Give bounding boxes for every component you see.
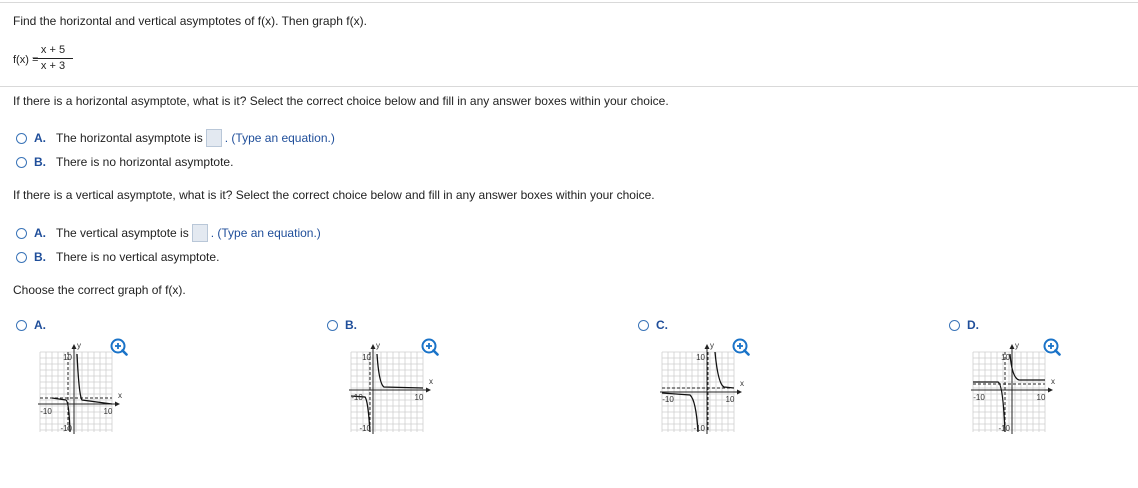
x-tick-label: -10	[40, 407, 52, 416]
choice-text: There is no vertical asymptote.	[56, 250, 220, 264]
y-tick-label: -10	[359, 424, 371, 433]
x-axis-arrow	[737, 390, 742, 395]
graph-choice-d[interactable]	[949, 318, 989, 332]
x-tick-label: -10	[973, 393, 985, 402]
function-curve	[377, 354, 423, 388]
v-asymptote-choice-a[interactable]	[16, 224, 321, 242]
x-axis-arrow	[426, 388, 431, 393]
choice-letter: A.	[34, 226, 46, 240]
y-tick-label: 10	[362, 353, 371, 362]
y-tick-label: 10	[696, 353, 705, 362]
y-axis-arrow	[72, 344, 77, 349]
y-axis-label: y	[376, 341, 380, 350]
graph-thumbnail-c[interactable]	[650, 338, 754, 441]
y-axis-label: y	[710, 341, 714, 350]
radio-button[interactable]	[16, 252, 27, 263]
choice-text: There is no horizontal asymptote.	[56, 155, 234, 169]
radio-button[interactable]	[16, 133, 27, 144]
x-tick-label: 10	[414, 393, 424, 402]
graph-svg	[28, 338, 132, 438]
y-tick-label: 10	[1001, 353, 1010, 362]
x-axis-label: x	[429, 377, 433, 386]
part3-prompt: Choose the correct graph of f(x).	[13, 283, 186, 297]
choice-letter: A.	[34, 318, 46, 332]
x-tick-label: 10	[103, 407, 113, 416]
x-axis-label: x	[740, 379, 744, 388]
top-divider	[0, 2, 1138, 3]
h-asymptote-answer-box[interactable]	[206, 129, 222, 147]
v-asymptote-choice-b[interactable]	[16, 250, 219, 264]
graph-svg	[339, 338, 443, 438]
choice-letter: A.	[34, 131, 46, 145]
y-axis-arrow	[1010, 344, 1015, 349]
choice-letter: C.	[656, 318, 668, 332]
function-label: f(x) =	[13, 54, 39, 66]
radio-button[interactable]	[16, 228, 27, 239]
y-tick-label: -10	[998, 424, 1010, 433]
x-axis-label: x	[118, 391, 122, 400]
numerator: x + 5	[40, 44, 66, 56]
graph-thumbnail-a[interactable]	[28, 338, 132, 441]
choice-letter: D.	[967, 318, 979, 332]
graph-choice-c[interactable]	[638, 318, 678, 332]
x-axis-arrow	[115, 402, 120, 407]
x-tick-label: 10	[725, 395, 735, 404]
h-asymptote-choice-b[interactable]	[16, 155, 233, 169]
radio-button[interactable]	[16, 157, 27, 168]
part1-prompt: If there is a horizontal asymptote, what is it? Select the correct choice below and fill in any answer boxes within your choice.	[13, 94, 669, 108]
y-tick-label: 10	[63, 353, 72, 362]
graph-thumbnail-b[interactable]	[339, 338, 443, 441]
v-asymptote-answer-box[interactable]	[192, 224, 208, 242]
radio-button[interactable]	[327, 320, 338, 331]
fraction-bar	[33, 58, 73, 59]
choice-letter: B.	[345, 318, 357, 332]
h-asymptote-choice-a[interactable]	[16, 129, 335, 147]
graph-thumbnail-d[interactable]	[961, 338, 1065, 441]
choice-text: The vertical asymptote is	[56, 226, 189, 240]
radio-button[interactable]	[949, 320, 960, 331]
question-prompt: Find the horizontal and vertical asymptotes of f(x). Then graph f(x).	[13, 14, 367, 28]
radio-button[interactable]	[638, 320, 649, 331]
graph-svg	[650, 338, 754, 438]
y-tick-label: -10	[693, 424, 705, 433]
y-tick-label: -10	[60, 424, 72, 433]
x-axis-label: x	[1051, 377, 1055, 386]
radio-button[interactable]	[16, 320, 27, 331]
graph-choice-b[interactable]	[327, 318, 367, 332]
y-axis-label: y	[77, 341, 81, 350]
y-axis-label: y	[1015, 341, 1019, 350]
choice-hint: . (Type an equation.)	[224, 131, 335, 145]
x-tick-label: -10	[662, 395, 674, 404]
x-tick-label: -10	[351, 393, 363, 402]
y-axis-arrow	[371, 344, 376, 349]
function-fraction	[33, 44, 73, 73]
x-tick-label: 10	[1036, 393, 1046, 402]
part2-prompt: If there is a vertical asymptote, what is it? Select the correct choice below and fill in any answer boxes within your choice.	[13, 188, 655, 202]
choice-letter: B.	[34, 250, 46, 264]
graph-svg	[961, 338, 1065, 438]
choice-letter: B.	[34, 155, 46, 169]
section-divider	[0, 86, 1138, 87]
graph-choice-a[interactable]	[16, 318, 56, 332]
choice-hint: . (Type an equation.)	[210, 226, 321, 240]
y-axis-arrow	[705, 344, 710, 349]
choice-text: The horizontal asymptote is	[56, 131, 203, 145]
x-axis-arrow	[1048, 388, 1053, 393]
denominator: x + 3	[40, 60, 66, 72]
